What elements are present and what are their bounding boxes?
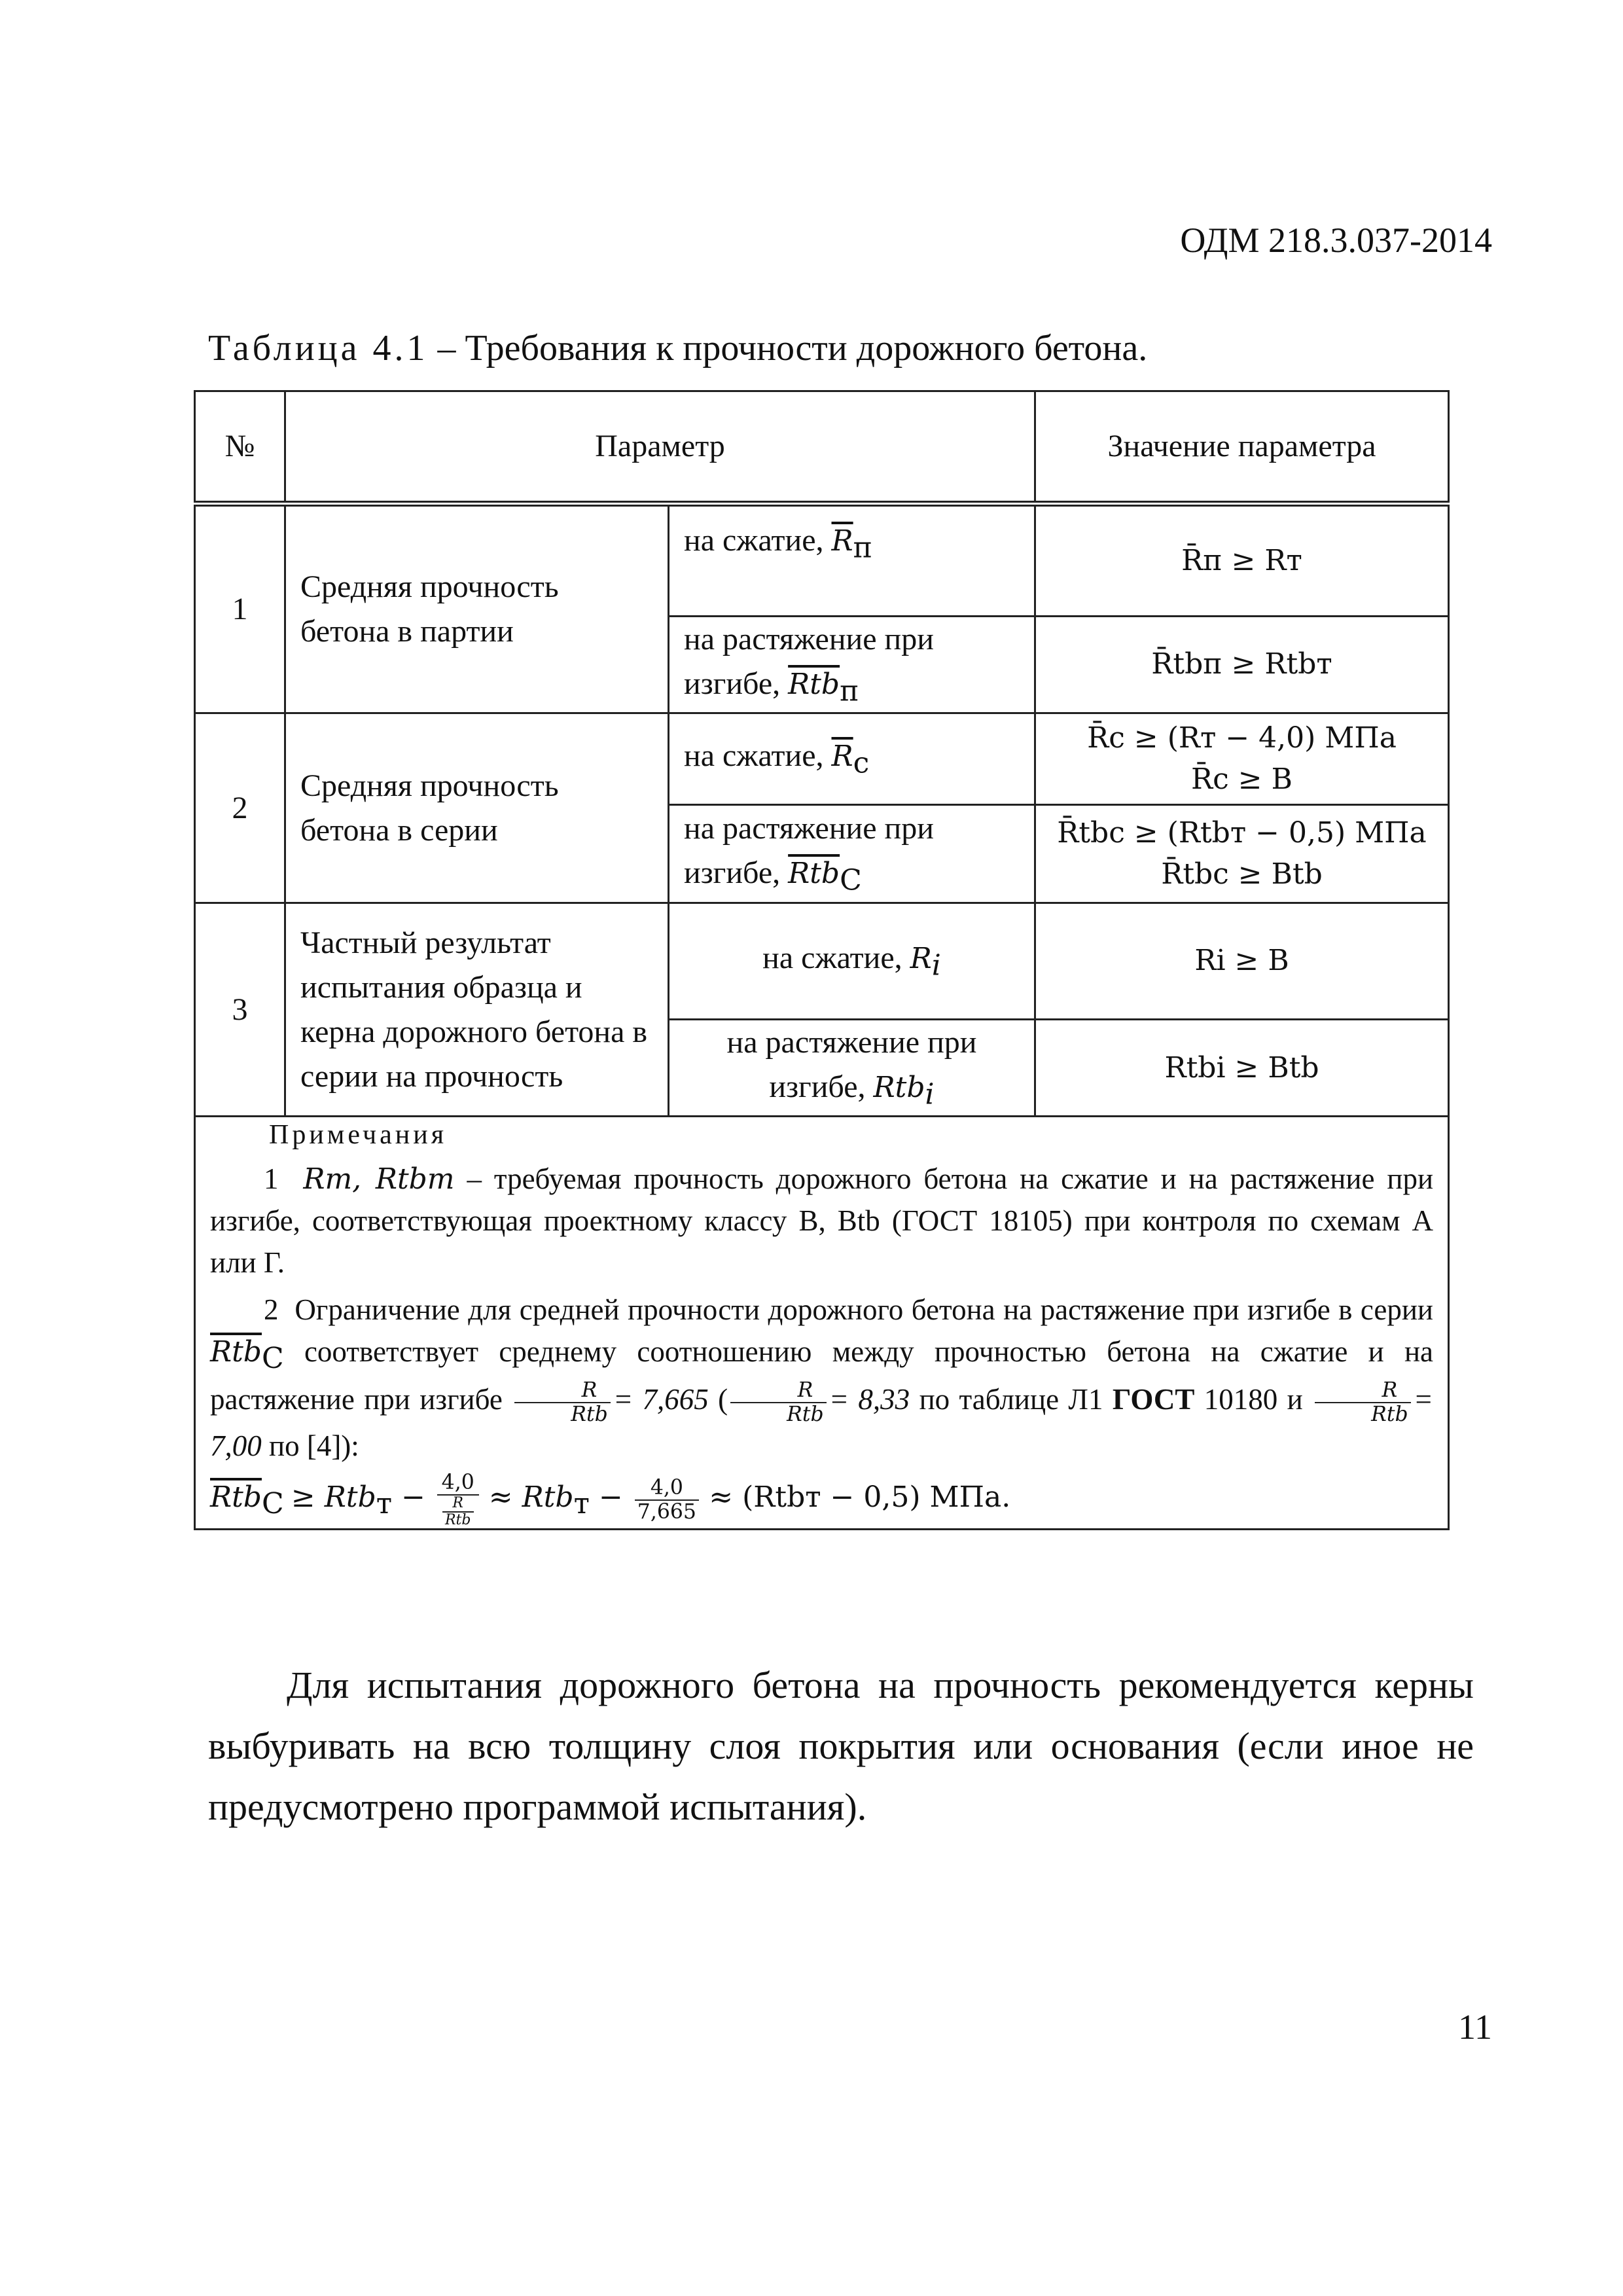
sub-param: на растяжение при изгибе, $\overline{Rtb}_п$ — [669, 617, 1035, 713]
caption-label: Таблица 4.1 — [208, 328, 429, 368]
row-param: Средняя прочность бетона в партии — [285, 504, 669, 713]
table-row — [195, 713, 1449, 805]
caption-dash: – — [437, 328, 456, 368]
table-caption — [208, 327, 1147, 369]
sub-param: на растяжение при изгибе, $\overline{Rtb}_С$ — [669, 805, 1035, 903]
row-number: 3 — [195, 903, 285, 1117]
header-value: Значение параметра — [1035, 391, 1449, 504]
param-value: Ri ≥ B — [1035, 903, 1449, 1020]
caption-text: Требования к прочности дорожного бетона. — [465, 328, 1148, 368]
requirements-table — [194, 390, 1450, 1530]
row-param: Частный результат испытания образца и керна дорожного бетона в серии на прочность — [285, 903, 669, 1117]
note-2-formula: $\overline{Rtb}_С \ge Rtb_т$ − $\frac{4,0}{\frac{R}{\text{Rtb}}}$ ≈ Rtb$_т$ − $\frac{4,0}{7,665}$ ≈ (Rtbт − 0,5) МПа. — [210, 1471, 1011, 1529]
note-1: 1 Rт, Rtbт – требуемая прочность дорожного бетона на сжатие и на растяжение при изгибе, соответствующая проектному классу B, Btb (ГОСТ 18105) при контроля по схемам А или Г. — [210, 1162, 1434, 1279]
sub-param: на сжатие, $\overline{R}_с$ — [669, 713, 1035, 805]
param-value: R̄tbп ≥ Rtbт — [1035, 617, 1449, 713]
notes-title: Примечания — [269, 1120, 448, 1151]
row-number: 1 — [195, 504, 285, 713]
note-2: 2 Ограничение для средней прочности дорожного бетона на растяжение при изгибе в серии $\overline{Rtb}_С$ соответствует среднему соотношению между прочностью бетона на сжатие и на растяжение при изгибе $\frac{R}{\text{Rtb}}$ = 7,665 ( $\frac{R}{\text{Rtb}}$ = 8,33 по таблице Л1 ГОСТ 10180 и $\frac{R}{\text{Rtb}}$ = 7,00 по [4]): — [210, 1293, 1434, 1463]
header-param: Параметр — [285, 391, 1035, 504]
notes-row — [195, 1117, 1449, 1530]
body-paragraph: Для испытания дорожного бетона на прочность рекомендуется керны выбуривать на всю толщину слоя покрытия или основания (если иное не предусмотрено программой испытания). — [208, 1664, 1474, 1828]
sub-param: на сжатие, $\overline{R}_п$ — [669, 504, 1035, 617]
document-code: ОДМ 218.3.037-2014 — [1180, 221, 1492, 260]
header-num: № — [195, 391, 285, 504]
row-param: Средняя прочность бетона в серии — [285, 713, 669, 903]
table-row — [195, 504, 1449, 617]
param-value: R̄п ≥ Rт — [1035, 504, 1449, 617]
param-value: Rtbi ≥ Btb — [1035, 1020, 1449, 1117]
param-value: R̄tbс ≥ (Rtbт − 0,5) МПа R̄tbс ≥ Btb — [1035, 805, 1449, 903]
sub-param: на растяжение при изгибе, Rtb$_i$ — [669, 1020, 1035, 1117]
param-value: R̄с ≥ (Rт − 4,0) МПа R̄с ≥ B — [1035, 713, 1449, 805]
page-number: 11 — [1458, 2007, 1492, 2047]
sub-param: на сжатие, $R_i$ — [669, 903, 1035, 1020]
table-header-row — [195, 391, 1449, 504]
table-row — [195, 903, 1449, 1020]
row-number: 2 — [195, 713, 285, 903]
notes-cell — [195, 1117, 1449, 1530]
